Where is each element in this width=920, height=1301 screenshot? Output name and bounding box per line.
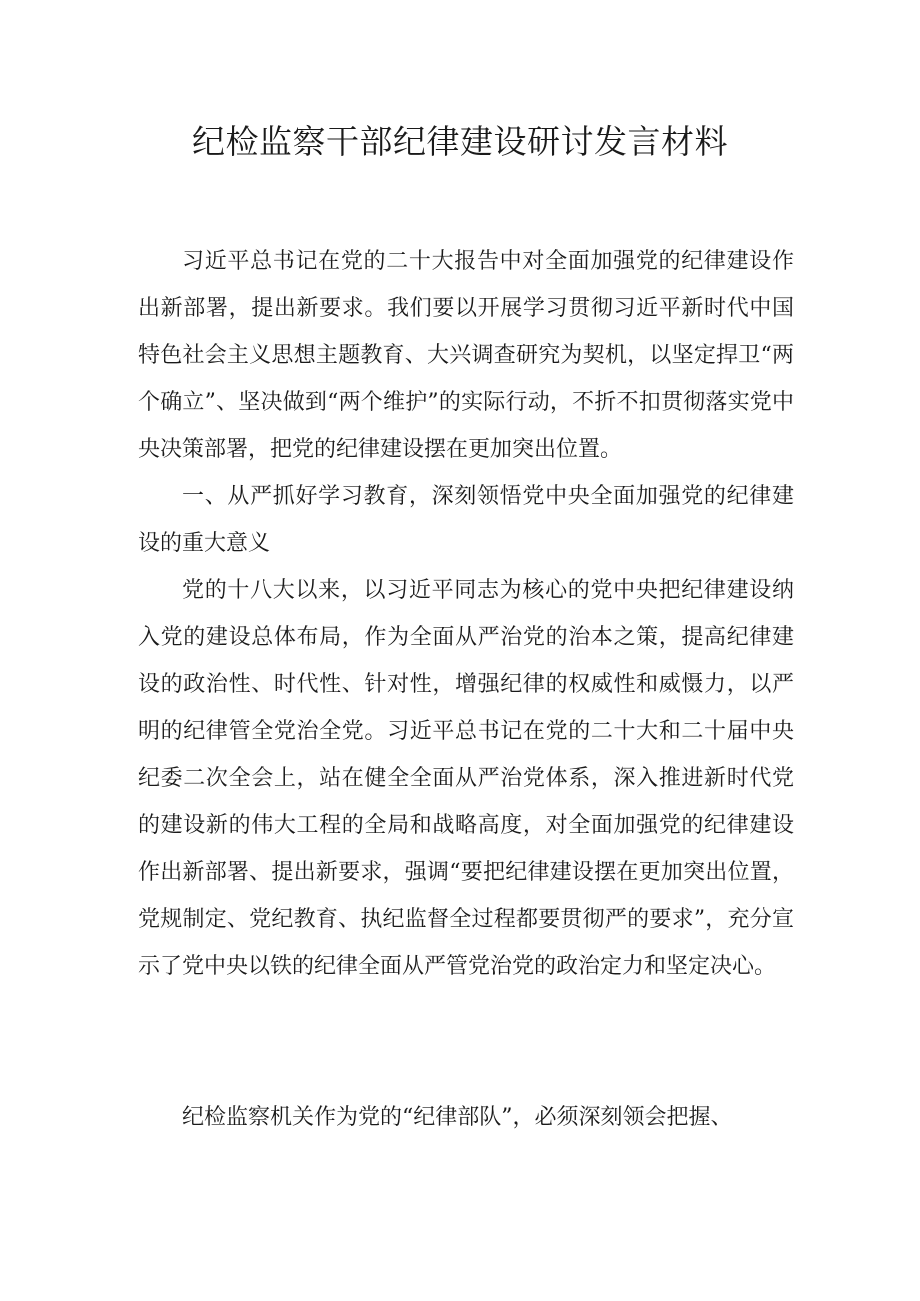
document-title: 纪检监察干部纪律建设研讨发言材料	[192, 122, 728, 161]
document-body-continued	[138, 1094, 794, 1141]
paragraph-section-1: 党的十八大以来，以习近平同志为核心的党中央把纪律建设纳入党的建设总体布局，作为全面从严治党的治本之策，提高纪律建设的政治性、时代性、针对性，增强纪律的权威性和威慑力，以严明的纪律管全党治全党。习近平总书记在党的二十大和二十届中央纪委二次全会上，站在健全全面从严治党体系，深入推进新时代党的建设新的伟大工程的全局和战略高度，对全面加强党的纪律建设作出新部署、提出新要求，强调“要把纪律建设摆在更加突出位置，党规制定、党纪教育、执纪监督全过程都要贯彻严的要求”，充分宣示了党中央以铁的纪律全面从严管党治党的政治定力和坚定决心。	[138, 578, 794, 979]
paragraph-continued: 纪检监察机关作为党的“纪律部队”，必须深刻领会把握、	[182, 1105, 733, 1130]
section-heading-1: 一、从严抓好学习教育，深刻领悟党中央全面加强党的纪律建设的重大意义	[138, 484, 794, 556]
paragraph-intro: 习近平总书记在党的二十大报告中对全面加强党的纪律建设作出新部署，提出新要求。我们要以开展学习贯彻习近平新时代中国特色社会主义思想主题教育、大兴调查研究为契机，以坚定捍卫“两个确立”、坚决做到“两个维护”的实际行动，不折不扣贯彻落实党中央决策部署，把党的纪律建设摆在更加突出位置。	[138, 249, 794, 462]
document-body	[138, 238, 794, 990]
